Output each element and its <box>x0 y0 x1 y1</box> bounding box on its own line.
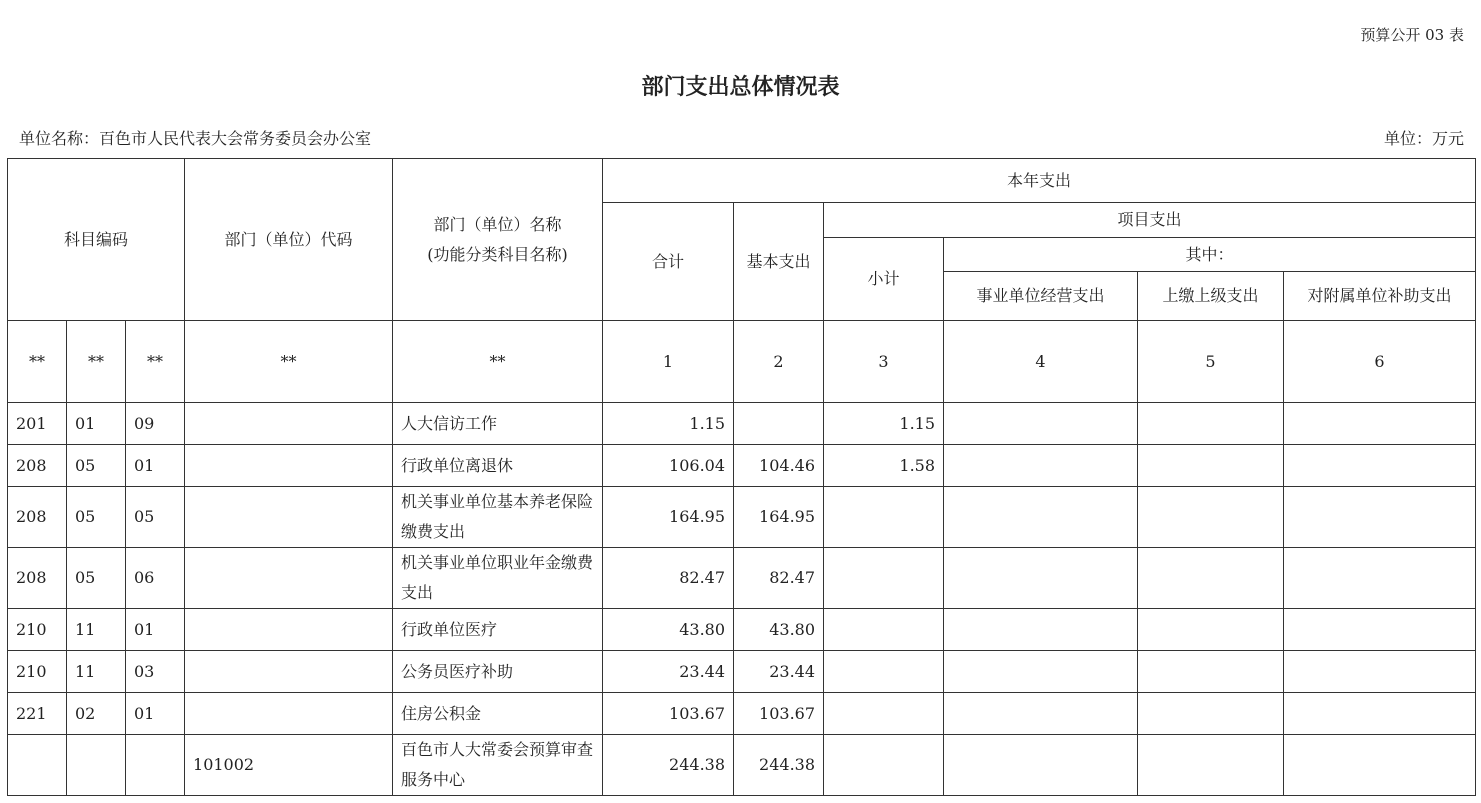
subsidiary-cell <box>1284 609 1476 651</box>
dept-code-cell <box>185 403 393 445</box>
header-dept-name <box>393 159 603 321</box>
index-cell: ** <box>393 321 603 403</box>
business-cell <box>944 403 1138 445</box>
subtotal-cell: 1.15 <box>824 403 944 445</box>
table-row <box>8 548 1476 609</box>
index-row <box>8 321 1476 403</box>
superior-cell <box>1138 445 1284 487</box>
subject-item-cell: 11 <box>67 651 126 693</box>
subject-subitem-cell: 01 <box>126 693 185 735</box>
dept-name-cell: 公务员医疗补助 <box>393 651 603 693</box>
business-cell <box>944 445 1138 487</box>
subsidiary-cell <box>1284 548 1476 609</box>
unit-measure: 单位：万元 <box>1383 129 1464 148</box>
subject-class-cell: 201 <box>8 403 67 445</box>
subject-subitem-cell: 06 <box>126 548 185 609</box>
header-this-year: 本年支出 <box>603 159 1476 203</box>
index-cell: ** <box>67 321 126 403</box>
subtotal-cell <box>824 693 944 735</box>
dept-name-cell: 住房公积金 <box>393 693 603 735</box>
business-cell <box>944 548 1138 609</box>
index-cell: ** <box>126 321 185 403</box>
index-cell: ** <box>185 321 393 403</box>
superior-cell <box>1138 487 1284 548</box>
basic-cell: 164.95 <box>734 487 824 548</box>
dept-code-cell <box>185 548 393 609</box>
dept-name-cell: 人大信访工作 <box>393 403 603 445</box>
index-cell: 2 <box>734 321 824 403</box>
table-row <box>8 735 1476 796</box>
table-row <box>8 693 1476 735</box>
subject-subitem-cell: 09 <box>126 403 185 445</box>
dept-name-cell: 机关事业单位基本养老保险缴费支出 <box>393 487 603 548</box>
total-cell: 82.47 <box>603 548 734 609</box>
table-row <box>8 609 1476 651</box>
subject-class-cell: 210 <box>8 651 67 693</box>
subsidiary-cell <box>1284 651 1476 693</box>
index-cell: 3 <box>824 321 944 403</box>
subject-subitem-cell: 05 <box>126 487 185 548</box>
subject-item-cell: 05 <box>67 487 126 548</box>
subject-subitem-cell: 03 <box>126 651 185 693</box>
subtotal-cell <box>824 609 944 651</box>
expenditure-table <box>7 158 1476 796</box>
header-subsidiary: 对附属单位补助支出 <box>1284 272 1476 321</box>
dept-code-cell <box>185 693 393 735</box>
dept-name-cell: 百色市人大常委会预算审查服务中心 <box>393 735 603 796</box>
subsidiary-cell <box>1284 445 1476 487</box>
subject-class-cell: 208 <box>8 445 67 487</box>
index-cell: 6 <box>1284 321 1476 403</box>
index-cell: ** <box>8 321 67 403</box>
subtotal-cell <box>824 548 944 609</box>
subject-subitem-cell <box>126 735 185 796</box>
header-of-which: 其中： <box>944 238 1476 272</box>
business-cell <box>944 609 1138 651</box>
form-code: 预算公开 03 表 <box>1360 26 1464 44</box>
unit-name: 单位名称：百色市人民代表大会常务委员会办公室 <box>19 129 372 148</box>
subject-item-cell: 05 <box>67 445 126 487</box>
basic-cell: 104.46 <box>734 445 824 487</box>
subject-class-cell: 208 <box>8 487 67 548</box>
business-cell <box>944 651 1138 693</box>
basic-cell: 244.38 <box>734 735 824 796</box>
subject-class-cell: 221 <box>8 693 67 735</box>
total-cell: 1.15 <box>603 403 734 445</box>
superior-cell <box>1138 548 1284 609</box>
business-cell <box>944 487 1138 548</box>
subsidiary-cell <box>1284 487 1476 548</box>
superior-cell <box>1138 693 1284 735</box>
header-subject-code: 科目编码 <box>8 159 185 321</box>
basic-cell: 43.80 <box>734 609 824 651</box>
dept-name-cell: 行政单位离退休 <box>393 445 603 487</box>
business-cell <box>944 735 1138 796</box>
superior-cell <box>1138 403 1284 445</box>
total-cell: 23.44 <box>603 651 734 693</box>
total-cell: 103.67 <box>603 693 734 735</box>
header-basic: 基本支出 <box>734 203 824 321</box>
subtotal-cell: 1.58 <box>824 445 944 487</box>
superior-cell <box>1138 735 1284 796</box>
table-row <box>8 403 1476 445</box>
index-cell: 1 <box>603 321 734 403</box>
basic-cell <box>734 403 824 445</box>
header-dept-name-line1: 部门（单位）名称 <box>433 214 562 234</box>
subsidiary-cell <box>1284 403 1476 445</box>
subject-class-cell: 210 <box>8 609 67 651</box>
superior-cell <box>1138 651 1284 693</box>
header-project: 项目支出 <box>824 203 1476 238</box>
total-cell: 244.38 <box>603 735 734 796</box>
basic-cell: 103.67 <box>734 693 824 735</box>
table-row <box>8 651 1476 693</box>
subtotal-cell <box>824 651 944 693</box>
subject-item-cell: 11 <box>67 609 126 651</box>
dept-code-cell <box>185 609 393 651</box>
subject-item-cell <box>67 735 126 796</box>
page-title: 部门支出总体情况表 <box>641 75 840 100</box>
subject-item-cell: 01 <box>67 403 126 445</box>
dept-name-cell: 机关事业单位职业年金缴费支出 <box>393 548 603 609</box>
subject-item-cell: 05 <box>67 548 126 609</box>
superior-cell <box>1138 609 1284 651</box>
subject-class-cell: 208 <box>8 548 67 609</box>
subject-class-cell <box>8 735 67 796</box>
subsidiary-cell <box>1284 735 1476 796</box>
header-dept-name-line2: (功能分类科目名称) <box>427 244 568 264</box>
index-cell: 4 <box>944 321 1138 403</box>
business-cell <box>944 693 1138 735</box>
subtotal-cell <box>824 487 944 548</box>
dept-code-cell <box>185 651 393 693</box>
index-cell: 5 <box>1138 321 1284 403</box>
total-cell: 106.04 <box>603 445 734 487</box>
total-cell: 164.95 <box>603 487 734 548</box>
header-business: 事业单位经营支出 <box>944 272 1138 321</box>
basic-cell: 23.44 <box>734 651 824 693</box>
header-superior: 上缴上级支出 <box>1138 272 1284 321</box>
subsidiary-cell <box>1284 693 1476 735</box>
dept-name-cell: 行政单位医疗 <box>393 609 603 651</box>
header-subtotal: 小计 <box>824 238 944 321</box>
header-dept-code: 部门（单位）代码 <box>185 159 393 321</box>
subject-item-cell: 02 <box>67 693 126 735</box>
dept-code-cell: 101002 <box>185 735 393 796</box>
dept-code-cell <box>185 445 393 487</box>
total-cell: 43.80 <box>603 609 734 651</box>
subject-subitem-cell: 01 <box>126 445 185 487</box>
dept-code-cell <box>185 487 393 548</box>
header-total: 合计 <box>603 203 734 321</box>
table-row <box>8 487 1476 548</box>
subtotal-cell <box>824 735 944 796</box>
basic-cell: 82.47 <box>734 548 824 609</box>
table-row <box>8 445 1476 487</box>
subject-subitem-cell: 01 <box>126 609 185 651</box>
